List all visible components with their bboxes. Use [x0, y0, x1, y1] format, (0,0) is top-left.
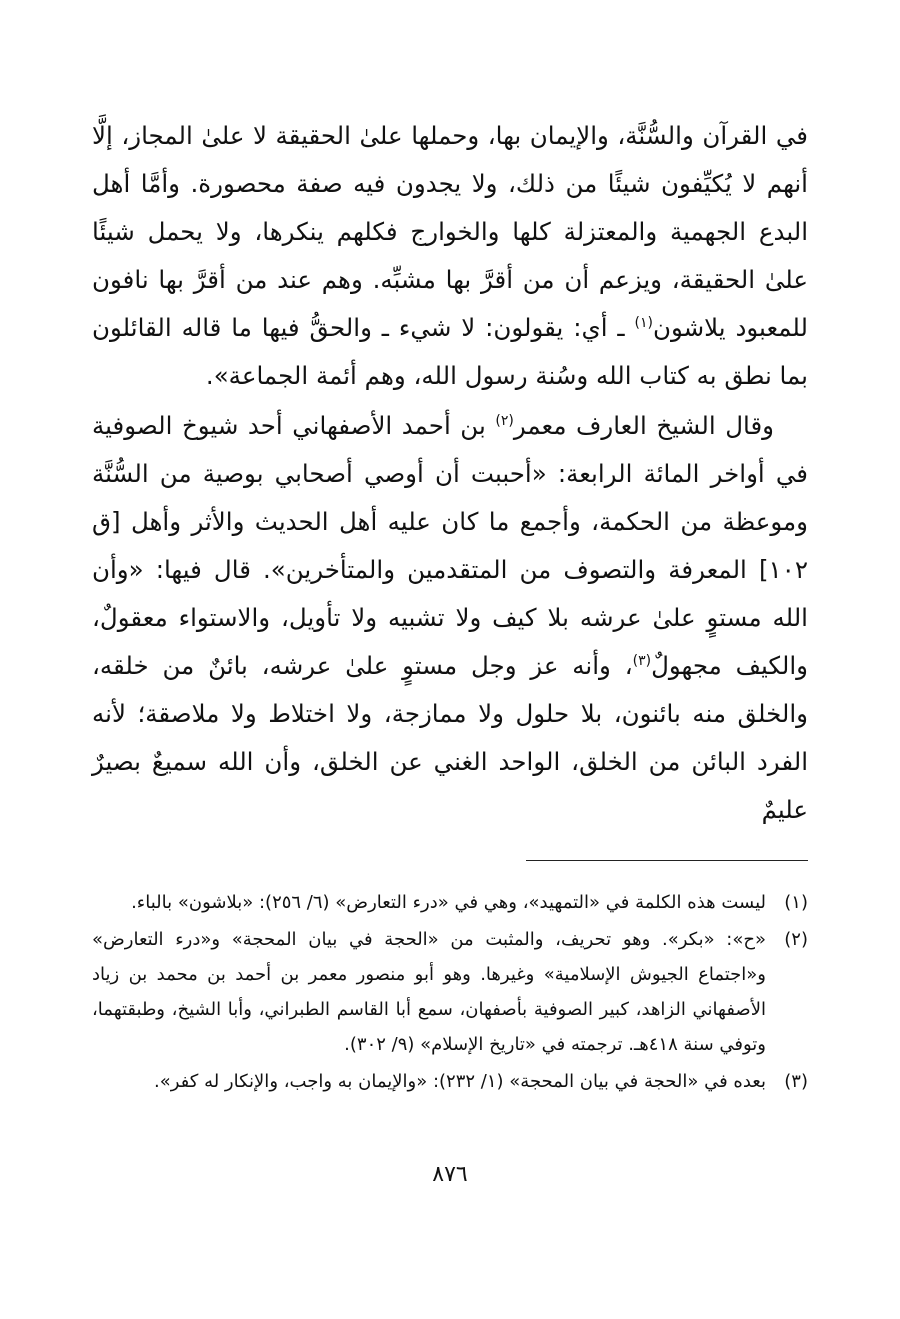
- paragraph-2-text-b: بن أحمد الأصفهاني أحد شيوخ الصوفية في أواخر المائة الرابعة: «أحببت أن أوصي أصحابي بوصية من السُّنَّة وموعظة من الحكمة، وأجمع ما كان عليه أهل الحديث والأثر وأهل [ق ١٠٢] المعرفة والتصوف من المتقدمين والمتأخرين». قال فيها: «وأن الله مستوٍ علىٰ عرشه بلا كيف ولا تشبيه ولا تأويل، والاستواء معقولٌ، والكيف مجهولٌ: [92, 411, 808, 680]
- footnotes: [92, 885, 808, 1099]
- paragraph-1: [92, 112, 808, 400]
- footnote-ref-2: (٢): [495, 412, 514, 429]
- footnote-ref-1: (١): [634, 314, 653, 331]
- footnote-text: «ح»: «بكر». وهو تحريف، والمثبت من «الحجة في بيان المحجة» و«درء التعارض» و«اجتماع الجيوش الإسلامية» وغيرها. وهو أبو منصور معمر بن أحمد بن محمد بن زياد الأصفهاني الزاهد، كبير الصوفية بأصفهان، سمع أبا القاسم الطبراني، وأبا الشيخ، وطبقتهما، وتوفي سنة ٤١٨هـ. ترجمته في «تاريخ الإسلام» (٩/ ٣٠٢).: [92, 929, 766, 1055]
- footnote-number: (٣): [784, 1071, 808, 1092]
- page-number: ٨٧٦: [432, 1162, 468, 1187]
- footnote-number: (٢): [784, 929, 808, 950]
- footnote-1: [92, 885, 808, 920]
- paragraph-1-text-a: في القرآن والسُّنَّة، والإيمان بها، وحملها علىٰ الحقيقة لا علىٰ المجاز، إلَّا أنهم لا يُكيِّفون شيئًا من ذلك، ولا يجدون فيه صفة محصورة. وأمَّا أهل البدع الجهمية والمعتزلة كلها والخوارج فكلهم ينكرها، ولا يحمل شيئًا علىٰ الحقيقة، ويزعم أن من أقرَّ بها مشبِّه. وهم عند من أقرَّ بها نافون للمعبود يلاشون: [92, 121, 809, 342]
- main-text: [92, 112, 808, 834]
- paragraph-2: [92, 402, 808, 834]
- footnote-text: بعده في «الحجة في بيان المحجة» (١/ ٢٣٢): «والإيمان به واجب، والإنكار له كفر».: [154, 1071, 766, 1092]
- footnote-separator-wrap: [92, 834, 808, 861]
- footnote-2: [92, 922, 808, 1062]
- paragraph-1-text-b: ـ أي: يقولون: لا شيء ـ والحقُّ فيها ما قاله القائلون بما نطق به كتاب الله وسُنة رسول الله، وهم أئمة الجماعة».: [92, 313, 808, 390]
- footnote-number: (١): [784, 892, 808, 913]
- paragraph-2-text-a: وقال الشيخ العارف معمر: [513, 411, 775, 440]
- footnote-text: ليست هذه الكلمة في «التمهيد»، وهي في «درء التعارض» (٦/ ٢٥٦): «بلاشون» بالباء.: [131, 892, 766, 913]
- book-page: [92, 112, 808, 1279]
- footnote-3: [92, 1064, 808, 1099]
- footnote-separator: [526, 860, 808, 861]
- paragraph-2-text-c: ، وأنه عز وجل مستوٍ علىٰ عرشه، بائنٌ من خلقه، والخلق منه بائنون، بلا حلول ولا ممازجة، ولا اختلاط ولا ملاصقة؛ لأنه الفرد البائن من الخلق، الواحد الغني عن الخلق، وأن الله سميعٌ بصيرٌ عليمٌ: [92, 651, 808, 824]
- footnote-ref-3: (٣): [632, 652, 652, 669]
